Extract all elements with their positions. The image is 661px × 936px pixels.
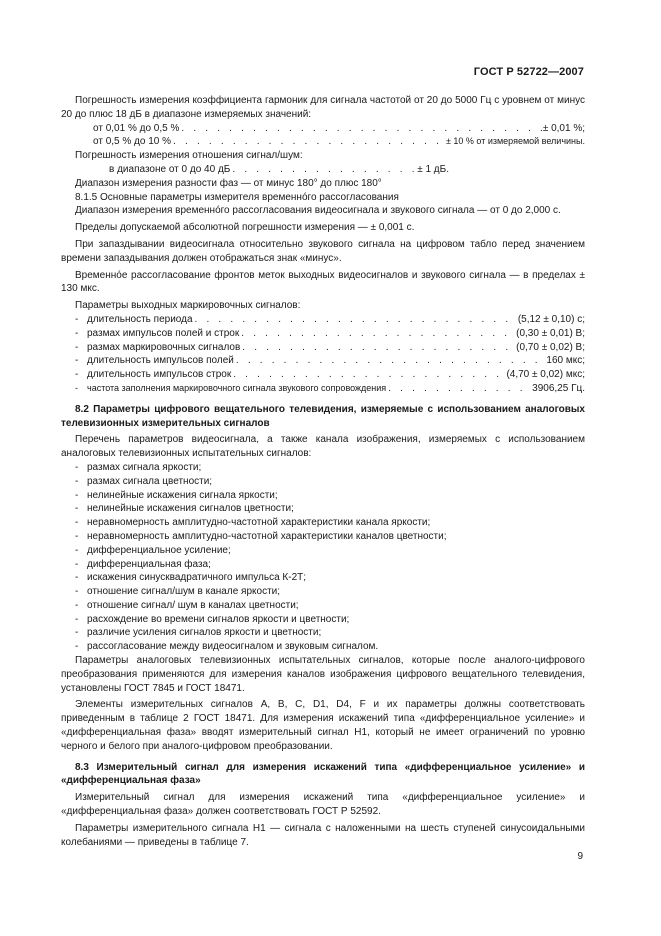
dash-marker: -: [75, 613, 79, 625]
dash-marker: -: [75, 369, 79, 381]
marker-params-intro: Параметры выходных маркировочных сигналов:: [75, 300, 301, 312]
marker-params-list: [61, 313, 585, 396]
row-label: в диапазоне от 0 до 40 дБ: [109, 163, 231, 175]
list-item: - расхождение во времени сигналов яркости и цветности;: [75, 613, 350, 625]
param-value: (0,70 ± 0,02) В;: [516, 341, 585, 353]
list-item: - размах сигнала цветности;: [75, 475, 213, 487]
dash-marker: -: [75, 327, 79, 339]
dash-marker: -: [75, 544, 79, 556]
list-item: - отношение сигнал/ шум в каналах цветности;: [75, 599, 299, 611]
clause-8-1-5-title: 8.1.5 Основные параметры измерителя временнóго рассогласования: [75, 191, 399, 203]
dash-marker: -: [75, 355, 79, 367]
section-8-3-paragraph-1: Измерительный сигнал для измерения искажений типа «дифференциальное усиление» и «дифференциальная фаза» должен соответствовать ГОСТ Р 52592.: [61, 792, 585, 818]
marker-param-row: [61, 382, 585, 396]
param-value: (5,12 ± 0,10) с;: [517, 313, 585, 325]
leader-dots: [193, 313, 518, 327]
standard-code-header: ГОСТ Р 52722—2007: [473, 66, 584, 78]
section-8-3-heading: 8.3 Измерительный сигнал для измерения искажений типа «дифференциальное усиление» и «дифференциальная фаза»: [61, 761, 585, 787]
row-value: ± 1 дБ.: [417, 163, 449, 175]
param-label: размах маркировочных сигналов: [87, 341, 241, 353]
page-number: 9: [577, 851, 583, 862]
dash-marker: -: [75, 517, 79, 529]
edge-mismatch-paragraph: Временнóе рассогласование фронтов меток выходных видеосигналов и звукового сигнала — в пределах ± 130 мкс.: [61, 269, 585, 295]
row-value: ± 0,01 %;: [542, 122, 585, 134]
signal-elements-paragraph: Элементы измерительных сигналов А, В, С, D1, D4, F и их параметры должны соответствовать приведенным в таблице 2 ГОСТ 18471. Для измерения искажений типа «дифференциальное усиление» и «дифференциальная фаза» вводят измерительный сигнал Н1, который не имеет ограничений по уровню черного и белого при аналого-цифровом преобразовании.: [61, 699, 585, 752]
param-label: длительность периода: [87, 313, 193, 325]
marker-param-row: [61, 341, 585, 355]
dash-marker: -: [75, 586, 79, 598]
dash-marker: -: [75, 558, 79, 570]
dash-marker: -: [75, 627, 79, 639]
list-item: - дифференциальная фаза;: [75, 558, 211, 570]
param-value: (0,30 ± 0,01) В;: [516, 327, 585, 339]
dash-marker: -: [75, 641, 79, 653]
list-item: - нелинейные искажения сигналов цветности;: [75, 503, 294, 515]
dash-marker: -: [75, 530, 79, 542]
marker-param-row: [61, 368, 585, 382]
timing-range-paragraph: Диапазон измерения временнóго рассогласования видеосигнала и звукового сигнала — от 0 до 2,000 с.: [75, 205, 561, 217]
list-item: - отношение сигнал/шум в канале яркости;: [75, 586, 281, 598]
section-8-2-intro: Перечень параметров видеосигнала, а также канала изображения, измеряемых с использованием аналоговых телевизионных испытательных сигналов:: [61, 434, 585, 460]
param-value: 3906,25 Гц.: [532, 382, 585, 394]
analog-signals-paragraph: Параметры аналоговых телевизионных испытательных сигналов, которые после аналого-цифрового преобразования применяются для измерения каналов изображения цифрового вещательного телевидения, установлены ГОСТ 7845 и ГОСТ 18471.: [61, 655, 585, 694]
leader-dots: [240, 341, 516, 355]
marker-param-row: [61, 313, 585, 327]
leader-dots: [179, 122, 542, 136]
param-label: частота заполнения маркировочного сигнала звукового сопровождения: [87, 382, 387, 393]
dash-marker: -: [75, 461, 79, 473]
leader-dots: [234, 354, 547, 368]
list-item: - искажения синусквадратичного импульса К-2Т;: [75, 572, 307, 584]
leader-dots: [230, 163, 417, 177]
section-8-3-paragraph-2: Параметры измерительного сигнала Н1 — сигнала с наложенными на шесть ступеней синусоидальными колебаниями — приведены в таблице 7.: [61, 822, 585, 848]
harmonic-range-row-2: [61, 135, 585, 149]
dash-marker: -: [75, 382, 78, 393]
dash-marker: -: [75, 341, 79, 353]
marker-param-row: [61, 327, 585, 341]
snr-range-row: [61, 163, 449, 177]
list-item: - нелинейные искажения сигнала яркости;: [75, 489, 278, 501]
page-content: [61, 94, 585, 849]
phase-range-paragraph: Диапазон измерения разности фаз — от минус 180° до плюс 180°: [75, 177, 382, 189]
list-item: - дифференциальное усиление;: [75, 544, 231, 556]
measured-params-list: [61, 461, 585, 654]
marker-param-row: [61, 354, 585, 368]
row-label: от 0,5 % до 10 %: [93, 136, 172, 148]
list-item: - размах сигнала яркости;: [75, 461, 202, 473]
dash-marker: -: [75, 503, 79, 515]
dash-marker: -: [75, 599, 79, 611]
dash-marker: -: [75, 572, 79, 584]
list-item: - рассогласование между видеосигналом и звуковым сигналом.: [75, 641, 379, 653]
harmonic-error-paragraph: Погрешность измерения коэффициента гармоник для сигнала частотой от 20 до 5000 Гц с уровнем от минус 20 до плюс 18 дБ в диапазоне измеряемых значений:: [61, 95, 585, 120]
leader-dots: [171, 135, 446, 149]
harmonic-range-row-1: [61, 122, 585, 136]
dash-marker: -: [75, 489, 79, 501]
leader-dots: [239, 327, 516, 341]
timing-error-paragraph: Пределы допускаемой абсолютной погрешности измерения — ± 0,001 с.: [75, 222, 415, 234]
list-item: - различие усиления сигналов яркости и цветности;: [75, 627, 322, 639]
list-item: - неравномерность амплитудно-частотной характеристики каналов цветности;: [75, 530, 447, 542]
param-value: (4,70 ± 0,02) мкс;: [506, 369, 585, 381]
delay-sign-paragraph: При запаздывании видеосигнала относительно звукового сигнала на цифровом табло перед значением времени запаздывания должен отображаться знак «минус».: [61, 238, 585, 264]
leader-dots: [231, 368, 506, 382]
list-item: - неравномерность амплитудно-частотной характеристики канала яркости;: [75, 517, 431, 529]
param-label: размах импульсов полей и строк: [87, 327, 240, 339]
row-label: от 0,01 % до 0,5 %: [93, 122, 180, 134]
dash-marker: -: [75, 475, 79, 487]
row-value: ± 10 % от измеряемой величины.: [445, 136, 585, 147]
leader-dots: [386, 382, 532, 396]
dash-marker: -: [75, 313, 79, 325]
param-label: длительность импульсов строк: [87, 369, 232, 381]
param-label: длительность импульсов полей: [87, 355, 234, 367]
section-8-2-heading: 8.2 Параметры цифрового вещательного телевидения, измеряемые с использованием аналоговых телевизионных измерительных сигналов: [61, 403, 585, 429]
snr-error-paragraph: Погрешность измерения отношения сигнал/шум:: [75, 150, 303, 162]
param-value: 160 мкс;: [546, 355, 585, 367]
